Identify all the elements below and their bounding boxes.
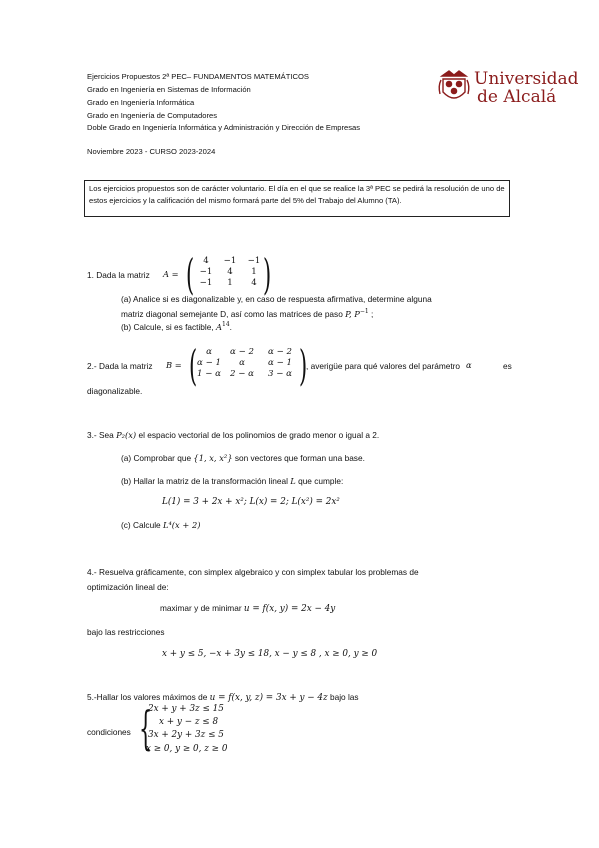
ex1-part-a-line1: (a) Analice si es diagonalizable y, en caso de respuesta afirmativa, determine alguna	[121, 294, 432, 304]
ex3-part-c-text: (c) Calcule	[121, 520, 161, 530]
ex2-matrix	[195, 347, 299, 380]
matrix-cell: 1 − α	[197, 369, 221, 379]
matrix-cell: 1	[227, 278, 233, 288]
ex5-condition-4: x ≥ 0, y ≥ 0, z ≥ 0	[146, 744, 228, 754]
header-line-degree-3: Grado en Ingeniería de Computadores	[87, 111, 218, 120]
ex5-intro-end: bajo las	[329, 692, 359, 702]
crest-icon	[437, 68, 471, 108]
ex5-intro	[87, 692, 359, 703]
date-line: Noviembre 2023 - CURSO 2023-2024	[87, 147, 216, 156]
ex3-part-c-math: L⁴(x + 2)	[162, 520, 201, 530]
ex3-space-math: P₂(x)	[116, 430, 137, 440]
ex2-line2: diagonalizable.	[87, 386, 143, 396]
matrix-cell: 4	[227, 267, 233, 277]
notice-text: Los ejercicios propuestos son de carácter voluntario. El día en el que se realice la 3ª PEC se pedirá la resolución de uno de estos ejercicios y la calificación del mismo formará parte del 5% del Trabajo del Alumno (TA).	[89, 184, 505, 205]
ex2-right-paren: )	[299, 341, 308, 390]
matrix-cell: 3 − α	[268, 369, 292, 379]
notice-box	[84, 180, 510, 217]
ex4-restrictions: x + y ≤ 5, −x + 3y ≤ 18, x − y ≤ 8 , x ≥ 0, y ≥ 0	[162, 649, 378, 659]
ex3-part-b	[121, 476, 343, 486]
matrix-cell: −1	[223, 256, 237, 266]
logo-line-1: Universidad	[474, 69, 579, 89]
ex3-part-c	[121, 520, 200, 530]
ex5-function: u = f(x, y, z) = 3x + y − 4z	[209, 693, 328, 703]
ex5-intro-text: 5.-Hallar los valores máximos de	[87, 692, 208, 702]
ex1-part-b-text: (b) Calcule, si es factible,	[121, 321, 214, 332]
ex1-matrix	[194, 256, 266, 289]
ex1-part-b-end: .	[229, 321, 232, 332]
ex4-objective	[160, 603, 335, 614]
matrix-cell: α	[239, 358, 245, 368]
ex3-part-b-text: (b) Hallar la matriz de la transformación lineal	[121, 476, 288, 486]
ex4-objective-text: maximar y de minimar	[160, 603, 242, 613]
ex1-intro: 1. Dada la matriz	[87, 270, 150, 280]
ex2-intro: 2.- Dada la matriz	[87, 361, 153, 371]
ex4-objective-math: u = f(x, y) = 2x − 4y	[243, 604, 336, 614]
matrix-cell: 4	[203, 256, 209, 266]
ex1-part-b-exp: 14	[222, 321, 230, 328]
ex3-intro-text: 3.- Sea	[87, 430, 114, 440]
ex1-matrix-name: A =	[163, 269, 179, 279]
ex1-part-a-end: ;	[368, 308, 374, 319]
matrix-cell: α − 2	[230, 347, 254, 357]
ex4-line1: 4.- Resuelva gráficamente, con simplex algebraico y con simplex tabular los problemas de	[87, 567, 419, 577]
ex1-part-a-math: P, P	[345, 308, 360, 319]
ex4-line2: optimización lineal de:	[87, 582, 169, 592]
ex5-condition-3: 3x + 2y + 3z ≤ 5	[148, 730, 224, 740]
ex2-left-paren: (	[189, 341, 198, 390]
ex3-equations: L(1) = 3 + 2x + x²; L(x) = 2; L(x²) = 2x²	[162, 497, 340, 507]
ex2-param: α	[466, 360, 472, 370]
matrix-cell: 1	[251, 267, 257, 277]
matrix-cell: −1	[199, 278, 213, 288]
ex3-part-a-set: {1, x, x²}	[193, 453, 233, 463]
header-line-degree-4: Doble Grado en Ingeniería Informática y Administración y Dirección de Empresas	[87, 123, 361, 132]
ex1-part-a-text: matriz diagonal semejante D, así como las matrices de paso	[121, 308, 343, 319]
ex1-part-a-line2	[121, 308, 373, 319]
ex3-intro-rest: el espacio vectorial de los polinomios de grado menor o igual a 2.	[138, 430, 380, 440]
ex3-part-a	[121, 453, 365, 463]
ex1-left-paren: (	[186, 250, 195, 299]
matrix-cell: 4	[251, 278, 257, 288]
header-line-degree-2: Grado en Ingeniería Informática	[87, 98, 195, 107]
matrix-cell: −1	[247, 256, 261, 266]
ex5-left-brace: {	[139, 701, 153, 755]
header-line-degree-1: Grado en Ingeniería en Sistemas de Información	[87, 85, 251, 94]
ex3-part-a-text: (a) Comprobar que	[121, 453, 192, 463]
matrix-cell: α − 1	[268, 358, 292, 368]
ex5-condition-2: x + y − z ≤ 8	[159, 717, 219, 727]
logo-line-2: de Alcalá	[477, 87, 557, 107]
matrix-cell: 2 − α	[230, 369, 254, 379]
ex4-restrictions-label: bajo las restricciones	[87, 627, 165, 637]
matrix-cell: α − 1	[197, 358, 221, 368]
ex3-part-b-L: L	[290, 476, 296, 486]
matrix-cell: α	[206, 347, 212, 357]
ex3-part-a-rest: son vectores que forman una base.	[234, 453, 365, 463]
ex2-after-text: , averigüe para qué valores del parámetro	[306, 361, 461, 371]
ex1-right-paren: )	[263, 250, 272, 299]
ex5-condition-1: 2x + y + 3z ≤ 15	[148, 704, 224, 714]
matrix-cell: α − 2	[268, 347, 292, 357]
ex1-part-b-math: A	[216, 321, 222, 332]
ex2-after-text-2: es	[503, 361, 512, 371]
ex5-conditions-label: condiciones	[87, 727, 131, 737]
university-logo	[437, 68, 579, 108]
ex1-part-b	[121, 321, 232, 332]
header-line-title: Ejercicios Propuestos 2ª PEC– FUNDAMENTOS MATEMÁTICOS	[87, 72, 309, 81]
matrix-cell: −1	[199, 267, 213, 277]
ex3-part-b-rest: que cumple:	[298, 476, 344, 486]
ex3-intro	[87, 430, 379, 440]
ex1-part-a-exp: −1	[359, 308, 369, 315]
ex2-matrix-name: B =	[166, 360, 182, 370]
